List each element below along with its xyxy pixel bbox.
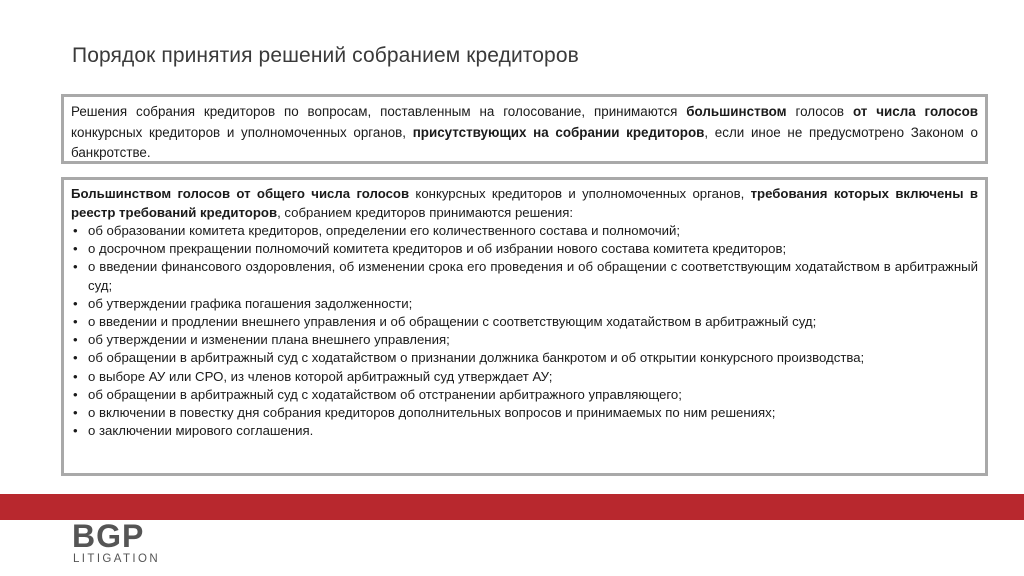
bullet-icon: •	[73, 350, 78, 366]
rule-text-bold: большинством	[686, 104, 787, 119]
decisions-intro-bold: требования которых включены в реестр требований кредиторов	[71, 186, 978, 220]
list-item	[71, 349, 978, 367]
logo-sub-text: LITIGATION	[73, 553, 161, 565]
decisions-intro	[71, 185, 978, 222]
decisions-box	[61, 177, 988, 476]
bullet-icon: •	[73, 405, 78, 421]
list-item-text: об обращении в арбитражный суд с ходатайством об отстранении арбитражного управляющего;	[88, 386, 682, 402]
logo-main-text: BGP	[72, 518, 145, 554]
list-item-text: о выборе АУ или СРО, из членов которой арбитражный суд утверждает АУ;	[88, 368, 553, 384]
list-item	[71, 240, 978, 258]
list-item-text: о введении и продлении внешнего управления и об обращении с соответствующим ходатайством в арбитражный суд;	[88, 314, 817, 330]
rule-text-part: конкурсных кредиторов и уполномоченных органов,	[71, 124, 413, 140]
slide-title: Порядок принятия решений собранием кредиторов	[72, 44, 579, 67]
bullet-icon: •	[73, 314, 78, 330]
bullet-icon: •	[73, 386, 78, 402]
bullet-icon: •	[73, 332, 78, 348]
list-item	[71, 386, 978, 404]
bullet-icon: •	[73, 423, 78, 439]
list-item-text: о досрочном прекращении полномочий комитета кредиторов и об избрании нового состава комитета кредиторов;	[88, 241, 787, 257]
decisions-intro-bold: Большинством голосов от общего числа голосов	[71, 186, 410, 201]
list-item	[71, 331, 978, 349]
rule-text-bold: от числа голосов	[852, 104, 978, 119]
list-item	[71, 295, 978, 313]
decisions-list	[71, 222, 978, 440]
rule-text	[71, 102, 978, 164]
list-item	[71, 368, 978, 386]
list-item-text: об утверждении графика погашения задолженности;	[88, 295, 413, 311]
company-logo	[72, 518, 182, 568]
list-item-text: о заключении мирового соглашения.	[88, 423, 314, 439]
rule-text-part: Решения собрания кредиторов по вопросам, поставленным на голосование, принимаются	[71, 104, 687, 119]
list-item	[71, 258, 978, 294]
bullet-icon: •	[73, 223, 78, 238]
decisions-intro-part: конкурсных кредиторов и уполномоченных органов,	[409, 186, 751, 201]
footer-bar	[0, 494, 1024, 520]
list-item-text: об утверждении и изменении плана внешнего управления;	[88, 332, 450, 348]
bullet-icon: •	[73, 259, 78, 275]
decisions-intro-part: , собранием кредиторов принимаются решения:	[277, 204, 574, 220]
list-item	[71, 422, 978, 440]
bullet-icon: •	[73, 368, 78, 384]
list-item-text: о включении в повестку дня собрания кредиторов дополнительных вопросов и принимаемых по ним решениях;	[88, 405, 776, 421]
rule-box	[61, 94, 988, 164]
bullet-icon: •	[73, 241, 78, 257]
list-item-text: о введении финансового оздоровления, об изменении срока его проведения и об обращении с соответствующим ходатайством в арбитражный суд;	[88, 259, 978, 293]
rule-text-part: голосов	[786, 104, 853, 119]
rule-text-bold: присутствующих на собрании кредиторов	[412, 124, 705, 140]
list-item-text: об образовании комитета кредиторов, определении его количественного состава и полномочий;	[88, 223, 680, 238]
list-item	[71, 313, 978, 331]
list-item-text: об обращении в арбитражный суд с ходатайством о признании должника банкротом и об открытии конкурсного производства;	[88, 350, 865, 366]
bullet-icon: •	[73, 295, 78, 311]
rule-text-part: , если иное не предусмотрено Законом о банкротстве.	[71, 124, 978, 160]
list-item	[71, 222, 978, 240]
list-item	[71, 404, 978, 422]
